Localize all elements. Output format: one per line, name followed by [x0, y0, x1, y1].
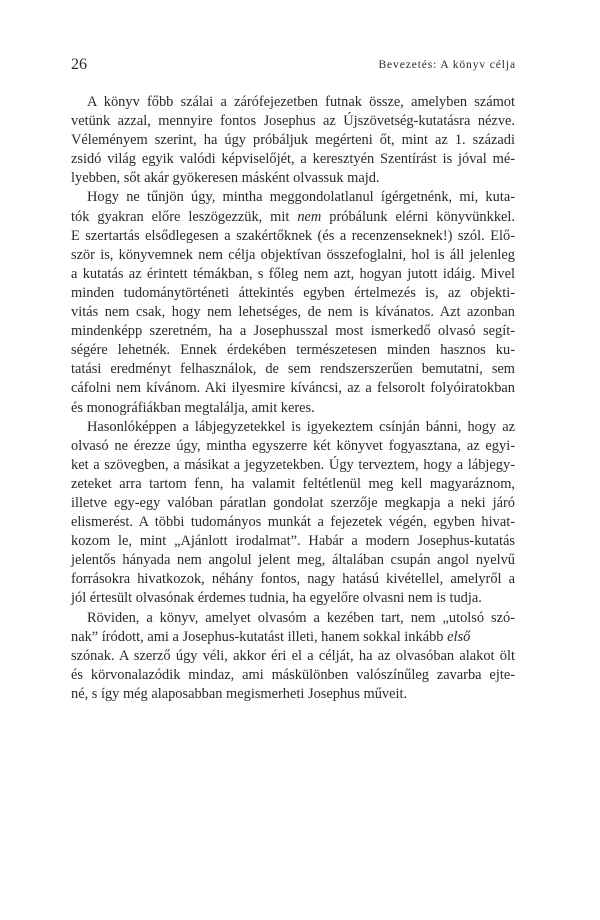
text-line: jól értesült olvasónak érdemes tudnia, ha egyelőre olvasni nem is tudja. — [71, 590, 482, 607]
text-line: Véleményem szerint, ha úgy próbáljuk megérteni őt, mint az 1. századi — [71, 132, 515, 149]
text-line: lyebben, sőt akár gyökeresen másként olvassuk majd. — [71, 170, 380, 187]
text-line: zeteket arra tartom fenn, ha valamit feltétlenül meg kell magyaráznom, — [71, 475, 515, 492]
body-text — [71, 93, 515, 704]
text-segment: próbálunk elérni könyvünkkel. — [321, 208, 515, 225]
text-line: jelentős hányada nem angolul jelent meg, általában csupán angol nyelvű — [71, 552, 515, 569]
text-line: kozom le, mint „Ajánlott irodalmat”. Habár a modern Josephus-kutatás — [71, 533, 515, 550]
text-line: és monográfiákban megtalálja, amit keres. — [71, 399, 315, 416]
emphasis: nem — [297, 208, 322, 225]
text-segment: nak” íródott, ami a Josephus-kutatást illeti, hanem sokkal inkább — [71, 628, 448, 645]
text-line: minden tudománytörténeti áttekintés egyben értelmezés is, az objekti- — [71, 284, 515, 301]
text-line: szónak. A szerző úgy véli, akkor éri el a célját, ha az olvasóban alakot ölt — [71, 647, 515, 664]
text-line: Hogy ne tűnjön úgy, mintha meggondolatlanul ígérgetnénk, mi, kuta- — [87, 189, 515, 206]
text-line: mindenképp szeretném, ha a Josephusszal most ismerkedő olvasó segít- — [71, 323, 515, 340]
text-line: illetve egy-egy valóban páratlan gondolat szerzője megkapja a neki járó — [71, 494, 515, 511]
text-line: E szertartás elsődlegesen a szakértőknek (és a recenzenseknek!) szól. Elő- — [71, 227, 515, 244]
text-line: és körvonalazódik mindaz, ami máskülönben valószínűleg zavarba ejte- — [71, 666, 515, 683]
running-header: Bevezetés: A könyv célja — [378, 59, 516, 71]
emphasis: első — [447, 628, 471, 645]
text-line: ket a szövegben, a másikat a jegyzetekben. Úgy terveztem, hogy a lábjegy- — [71, 456, 515, 473]
text-line: cáfolni nem kívánom. Aki ilyesmire kíváncsi, az a felsorolt folyóiratokban — [71, 380, 515, 397]
text-line: Hasonlóképpen a lábjegyzetekkel is igyekeztem csínján bánni, hogy az — [87, 418, 515, 435]
text-line: forrásokra hivatkozok, néhány fontos, nagy hatású kivétellel, amelyről a — [71, 571, 515, 588]
text-line: tatási eredményt felhasználok, de sem rendszerszerűen bemutatni, sem — [71, 361, 515, 378]
text-line — [71, 628, 515, 647]
text-line: A könyv főbb szálai a zárófejezetben futnak össze, amelyben számot — [87, 94, 515, 110]
text-line: né, s így még alaposabban megismerheti Josephus műveit. — [71, 685, 408, 702]
page-number: 26 — [71, 56, 87, 73]
text-line: olvasó ne érezze úgy, mintha egyszerre két könyvet fogyasztana, az egyi- — [71, 437, 515, 454]
text-segment: tók gyakran előre leszögezzük, mit — [71, 208, 298, 225]
text-line: a kutatás az érintett témákban, s főleg nem azt, hogyan jutott idáig. Mivel — [71, 265, 515, 282]
text-line: zsidó világ egyik valódi képviselőjét, a keresztyén Szentírást is jóval mé- — [71, 151, 515, 168]
text-line: ször is, könyvemnek nem célja objektívan összefoglalni, hol is áll jelenleg — [71, 246, 515, 263]
paragraph-4 — [71, 609, 515, 704]
text-line: elismerést. A többi tudományos munkát a fejezetek végén, egyben hivat- — [71, 514, 515, 531]
text-line: ségére lehetnék. Ennek érdekében természetesen minden hasznos ku- — [71, 342, 515, 359]
paragraph-1 — [71, 93, 515, 188]
text-line: Röviden, a könyv, amelyet olvasóm a kezében tart, nem „utolsó szó- — [87, 609, 515, 626]
text-line: vitás nem csak, hogy nem lehetséges, de nem is kívánatos. Azt azonban — [71, 304, 515, 321]
text-line: vetünk azzal, mennyire fontos Josephus az Újszövetség-kutatásra nézve. — [71, 113, 515, 130]
paragraph-3 — [71, 418, 515, 609]
paragraph-2 — [71, 188, 515, 417]
text-line — [71, 208, 515, 227]
